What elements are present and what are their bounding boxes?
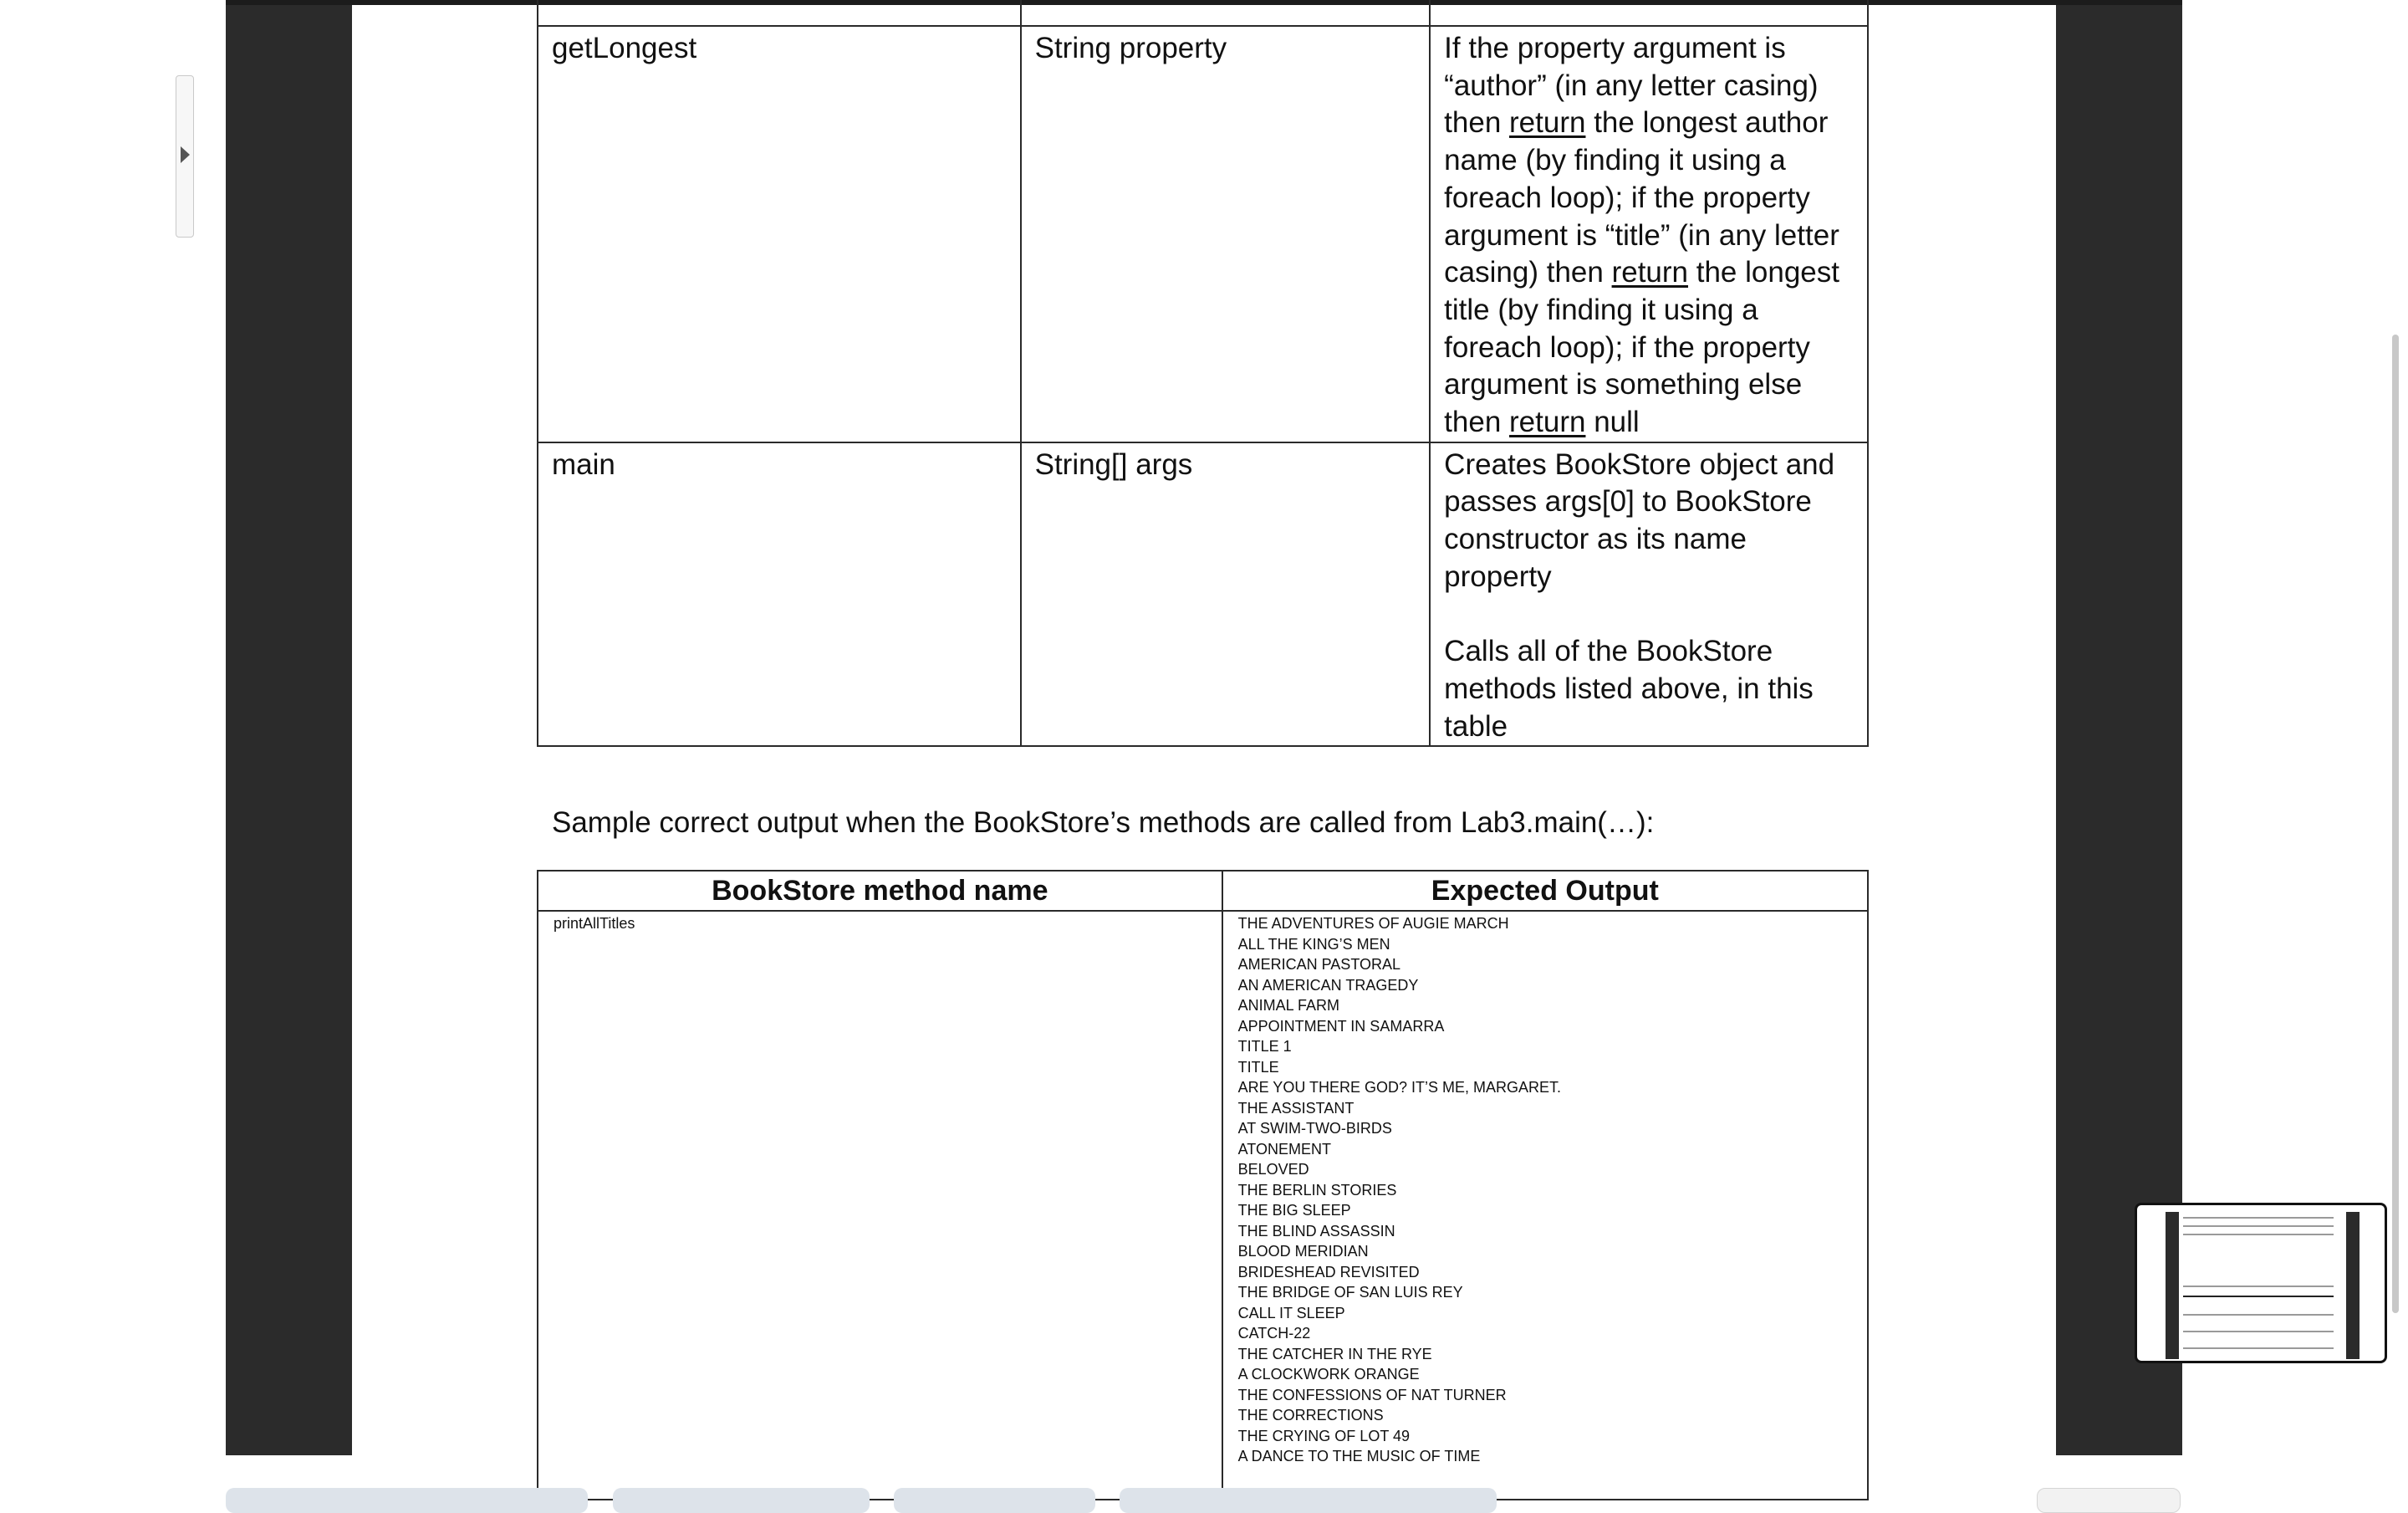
output-line: CALL IT SLEEP (1237, 1304, 1345, 1321)
output-line: ALL THE KING’S MEN (1237, 935, 1390, 953)
description-line (1444, 596, 1854, 634)
method-description (1430, 442, 1868, 747)
expected-output-table (537, 870, 1869, 1500)
output-line: ANIMAL FARM (1237, 997, 1339, 1014)
toolbar-button[interactable] (1120, 1488, 1497, 1513)
chevron-right-icon (181, 146, 190, 163)
description-line: argument is something else (1444, 368, 1803, 401)
description-line: title (by finding it using a (1444, 293, 1758, 326)
page-thumbnail[interactable] (2135, 1203, 2387, 1363)
output-line: THE CRYING OF LOT 49 (1237, 1427, 1411, 1444)
expected-output-list (1222, 911, 1868, 1500)
output-caption: Sample correct output when the BookStore’s methods are called from Lab3.main(…): (552, 806, 1655, 839)
toolbar-button[interactable] (894, 1488, 1095, 1513)
output-line: THE BLIND ASSASSIN (1237, 1222, 1395, 1240)
output-line: BLOOD MERIDIAN (1237, 1243, 1369, 1260)
output-line: THE BERLIN STORIES (1237, 1181, 1397, 1199)
table-row (538, 0, 1868, 26)
output-line: APPOINTMENT IN SAMARRA (1237, 1017, 1445, 1035)
description-line: table (1444, 709, 1508, 743)
output-line: THE CORRECTIONS (1237, 1407, 1384, 1424)
output-line: THE ASSISTANT (1237, 1099, 1354, 1117)
output-line: TITLE 1 (1237, 1038, 1292, 1055)
description-line: foreach loop); if the property (1444, 181, 1810, 214)
output-line: CATCH-22 (1237, 1325, 1311, 1342)
thumbnail-margin (2346, 1212, 2360, 1359)
table-row (538, 26, 1868, 442)
output-line: THE CATCHER IN THE RYE (1237, 1345, 1432, 1362)
output-line: ATONEMENT (1237, 1140, 1331, 1158)
output-line: TITLE (1237, 1058, 1279, 1076)
table-row (538, 442, 1868, 747)
description-line: passes args[0] to BookStore (1444, 485, 1812, 519)
output-line: AMERICAN PASTORAL (1237, 956, 1401, 973)
output-line: AN AMERICAN TRAGEDY (1237, 976, 1419, 994)
description-line: then return the longest author (1444, 106, 1829, 140)
description-line: argument is “title” (in any letter (1444, 218, 1839, 252)
output-line: THE BRIDGE OF SAN LUIS REY (1237, 1284, 1463, 1301)
toolbar-button[interactable] (226, 1488, 588, 1513)
description-line: “author” (in any letter casing) (1444, 69, 1819, 102)
output-line: BELOVED (1237, 1161, 1309, 1178)
description-line: Calls all of the BookStore (1444, 635, 1773, 668)
output-line: THE BIG SLEEP (1237, 1202, 1351, 1219)
underlined-keyword: return (1611, 256, 1689, 289)
toolbar-button[interactable] (613, 1488, 870, 1513)
output-line: BRIDESHEAD REVISITED (1237, 1263, 1420, 1280)
output-line: THE ADVENTURES OF AUGIE MARCH (1237, 915, 1509, 932)
description-line: name (by finding it using a (1444, 144, 1786, 177)
output-line: THE CONFESSIONS OF NAT TURNER (1237, 1386, 1507, 1403)
underlined-keyword: return (1509, 406, 1586, 439)
method-parameter: String[] args (1021, 442, 1431, 747)
output-line: A DANCE TO THE MUSIC OF TIME (1237, 1448, 1481, 1464)
sidebar-toggle-button[interactable] (176, 75, 194, 238)
method-description (1430, 26, 1868, 442)
document-page (352, 5, 2056, 1464)
document-viewer[interactable] (226, 0, 2182, 1464)
method-parameter: String property (1021, 26, 1431, 442)
description-line: methods listed above, in this (1444, 672, 1814, 705)
column-header: BookStore method name (538, 871, 1222, 911)
method-name: main (538, 442, 1021, 747)
method-name: printAllTitles (538, 911, 1222, 1500)
method-name: getLongest (538, 26, 1021, 442)
output-line: AT SWIM-TWO-BIRDS (1237, 1120, 1392, 1137)
table-header-row (538, 871, 1868, 911)
output-line: ARE YOU THERE GOD? IT’S ME, MARGARET. (1237, 1079, 1562, 1096)
description-line: If the property argument is (1444, 32, 1786, 64)
description-line: property (1444, 560, 1552, 593)
description-line: casing) then return the longest (1444, 256, 1839, 289)
methods-table (537, 0, 1869, 747)
thumbnail-margin (2166, 1212, 2179, 1359)
table-row (538, 911, 1868, 1500)
description-line: Creates BookStore object and (1444, 447, 1835, 481)
output-line: A CLOCKWORK ORANGE (1237, 1366, 1420, 1383)
page-nav-button[interactable] (2037, 1488, 2181, 1513)
description-line: foreach loop); if the property (1444, 330, 1810, 364)
column-header: Expected Output (1222, 871, 1868, 911)
description-line: then return null (1444, 406, 1640, 439)
description-line: constructor as its name (1444, 523, 1747, 556)
underlined-keyword: return (1509, 106, 1586, 140)
vertical-scrollbar[interactable] (2392, 335, 2399, 1313)
